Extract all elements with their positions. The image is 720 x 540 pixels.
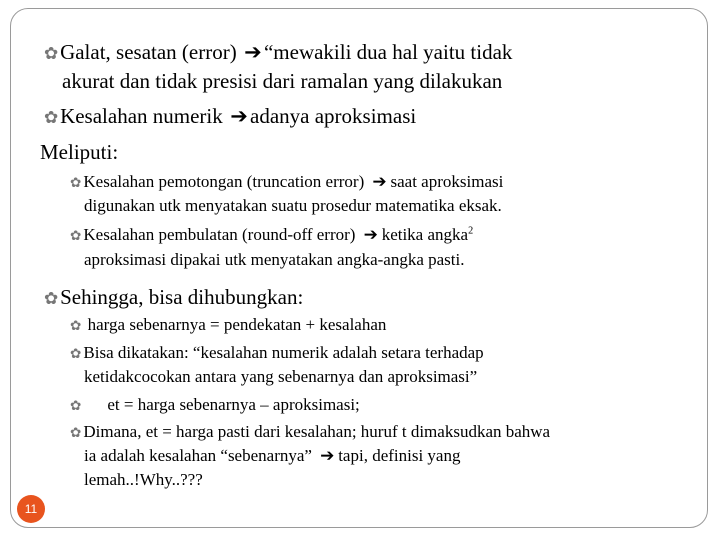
text-dimana: Dimana, et = harga pasti dari kesalahan; huruf t dimaksudkan bahwa — [83, 422, 551, 441]
bullet-item-truncation — [70, 172, 503, 192]
bullet-item-sehingga — [44, 285, 303, 310]
text-sehingga: Sehingga, bisa dihubungkan: — [60, 285, 304, 309]
text-galat: Galat, sesatan (error) — [60, 40, 237, 64]
leaf-bullet-icon: ✿ — [70, 346, 82, 361]
leaf-bullet-icon: ✿ — [44, 44, 59, 63]
leaf-bullet-icon: ✿ — [70, 398, 82, 413]
bullet-item-et — [70, 395, 360, 415]
leaf-bullet-icon: ✿ — [70, 175, 82, 190]
bullet-item-kesalahan-numerik — [44, 104, 416, 129]
text-definisi: tapi, definisi yang — [338, 446, 461, 465]
text-why: lemah..!Why..??? — [84, 470, 203, 489]
text-roundoff-def: ketika angka — [381, 225, 469, 244]
text-dimana-cont — [84, 446, 460, 466]
leaf-bullet-icon: ✿ — [44, 108, 59, 127]
text-bisa-dikatakan: Bisa dikatakan: “kesalahan numerik adalah setara terhadap — [83, 343, 484, 362]
right-arrow-icon: ➔ — [363, 225, 378, 244]
text-galat-def: “mewakili dua hal yaitu tidak — [263, 40, 513, 64]
bullet-item-formula — [70, 315, 386, 335]
text-roundoff: Kesalahan pembulatan (round-off error) — [83, 225, 356, 244]
superscript-2: 2 — [468, 225, 474, 237]
leaf-bullet-icon: ✿ — [44, 289, 59, 308]
text-galat-cont: akurat dan tidak presisi dari ramalan yang dilakukan — [62, 69, 503, 93]
leaf-bullet-icon: ✿ — [70, 228, 82, 243]
bullet-item-roundoff — [70, 225, 473, 245]
text-kesalahan-numerik: Kesalahan numerik — [60, 104, 223, 128]
text-truncation: Kesalahan pemotongan (truncation error) — [83, 172, 365, 191]
text-roundoff-cont: aproksimasi dipakai utk menyatakan angka-angka pasti. — [84, 250, 465, 269]
leaf-bullet-icon: ✿ — [70, 318, 82, 333]
bullet-item-dimana — [70, 422, 550, 442]
text-truncation-cont: digunakan utk menyatakan suatu prosedur matematika eksak. — [84, 196, 502, 215]
text-truncation-def: saat aproksimasi — [390, 172, 504, 191]
text-meliputi: Meliputi: — [40, 140, 119, 164]
bullet-item-bisa-dikatakan — [70, 343, 484, 363]
text-formula: harga sebenarnya = pendekatan + kesalahan — [87, 315, 387, 334]
bullet-item-galat — [44, 40, 512, 65]
text-bisa-dikatakan-cont: ketidakcocokan antara yang sebenarnya dan aproksimasi” — [84, 367, 478, 386]
text-aproksimasi: adanya aproksimasi — [250, 104, 417, 128]
page-number-badge: 11 — [17, 495, 45, 523]
right-arrow-icon: ➔ — [230, 104, 248, 128]
right-arrow-icon: ➔ — [372, 172, 387, 191]
text-et: et = harga sebenarnya – aproksimasi; — [107, 395, 360, 414]
right-arrow-icon: ➔ — [244, 40, 262, 64]
text-sebenarnya: ia adalah kesalahan “sebenarnya” — [84, 446, 312, 465]
right-arrow-icon: ➔ — [320, 446, 335, 465]
leaf-bullet-icon: ✿ — [70, 425, 82, 440]
